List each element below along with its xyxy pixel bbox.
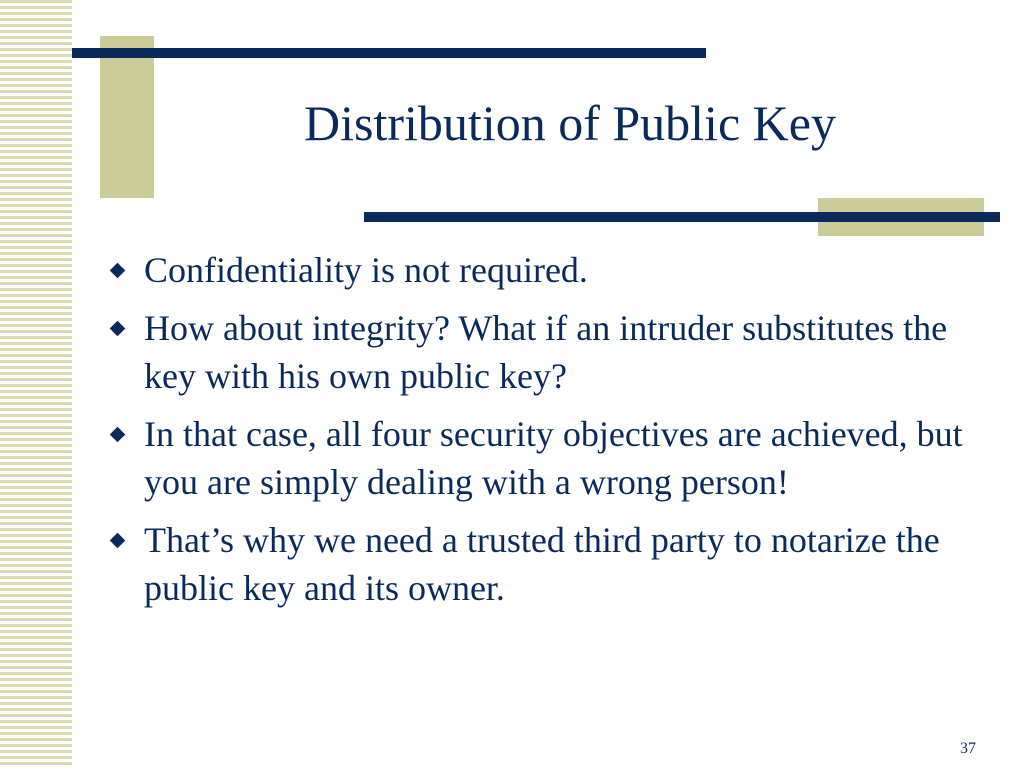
bullet-item: [110, 410, 990, 506]
left-stripe-decoration: [0, 0, 72, 768]
diamond-bullet-icon: [110, 321, 126, 337]
bullet-item: [110, 516, 990, 612]
top-beige-accent-block: [100, 36, 154, 198]
bullet-text: That’s why we need a trusted third party to notarize the public key and its owner.: [144, 520, 940, 608]
diamond-bullet-icon: [110, 533, 126, 549]
diamond-bullet-icon: [110, 427, 126, 443]
bullet-item: [110, 246, 990, 294]
top-accent-line: [72, 48, 706, 58]
bullet-text: How about integrity? What if an intruder substitutes the key with his own public key?: [144, 308, 948, 396]
slide-title: Distribution of Public Key: [304, 95, 836, 151]
bullet-list: [110, 246, 990, 622]
diamond-bullet-icon: [110, 263, 126, 279]
title-underline-accent: [364, 212, 1000, 222]
bullet-text: In that case, all four security objectives are achieved, but you are simply dealing with a wrong person!: [144, 414, 963, 502]
bullet-text: Confidentiality is not required.: [144, 250, 588, 290]
page-number: 37: [960, 740, 976, 757]
bullet-item: [110, 304, 990, 400]
